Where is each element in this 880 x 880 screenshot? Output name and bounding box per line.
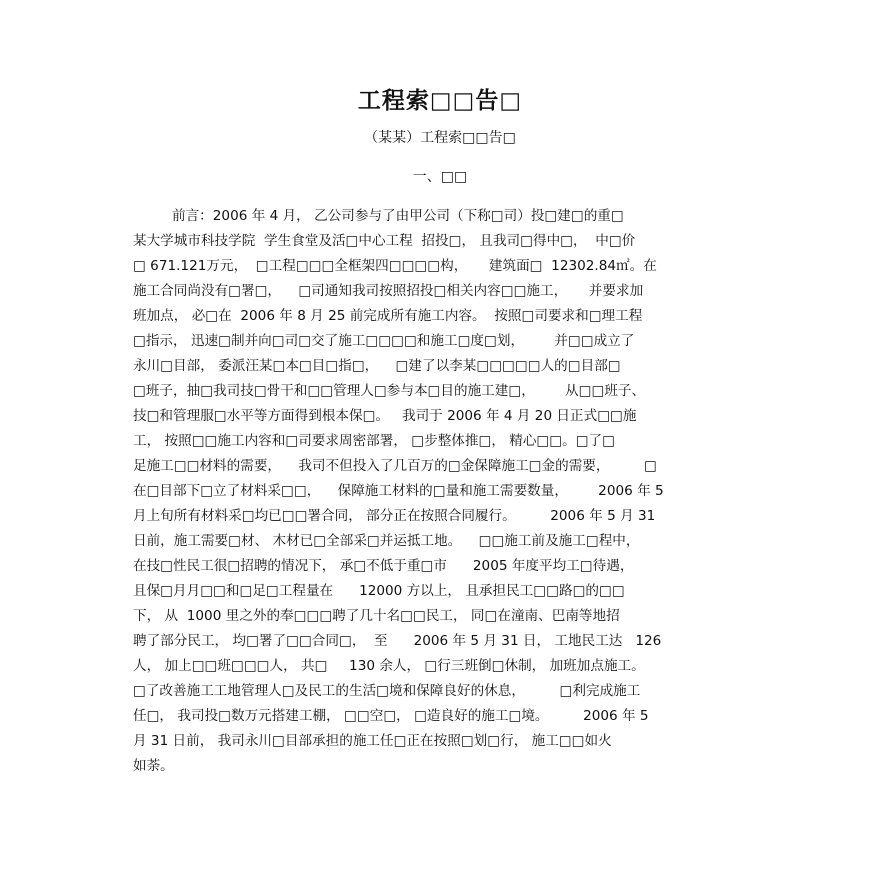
document-subtitle: （某某）工程索□□告□ <box>364 130 516 146</box>
body-line: 人， 加上□□班□□□人， 共□ 130 余人， □行三班倒□休制， 加班加点施工。 <box>133 658 645 674</box>
body-line: 工， 按照□□施工内容和□司要求周密部署， □步整体推□， 精心□□。□了□ <box>133 433 615 449</box>
body-line: 下， 从 1000 里之外的奉□□□聘了几十名□□民工， 同□在潼南、巴南等地招 <box>133 608 620 624</box>
body-line: 施工合同尚没有□署□， □司通知我司按照招投□相关内容□□施工， 并要求加 <box>133 283 644 299</box>
body-line: 班加点， 必□在 2006 年 8 月 25 前完成所有施工内容。 按照□司要求和□理工程 <box>133 308 643 324</box>
body-line: 某大学城市科技学院 学生食堂及活□中心工程 招投□， 且我司□得中□， 中□价 <box>133 233 636 249</box>
body-line: □了改善施工工地管理人□及民工的生活□境和保障良好的休息， □利完成施工 <box>133 683 641 699</box>
body-line: 日前，施工需要□材、 木材已□全部采□并运抵工地。 □□施工前及施工□程中， <box>133 533 640 549</box>
body-line: 如荼。 <box>133 758 174 774</box>
body-line: 永川□目部， 委派汪某□本□目□指□， □建了以李某□□□□□人的□目部□ <box>133 358 621 374</box>
section-heading: 一、□□ <box>412 169 468 185</box>
body-line: 前言：2006 年 4 月， 乙公司参与了由甲公司（下称□司）投□建□的重□ <box>172 208 624 224</box>
body-line: 月上旬所有材料采□均已□□署合同， 部分正在按照合同履行。 2006 年 5 月 31 <box>133 508 656 524</box>
body-line: 在技□性民工很□招聘的情况下， 承□不低于重□市 2005 年度平均工□待遇， <box>133 558 634 574</box>
body-line: 聘了部分民工， 均□署了□□合同□， 至 2006 年 5 月 31 日， 工地民工达 126 <box>133 633 662 649</box>
body-line: 月 31 日前， 我司永川□目部承担的施工任□正在按照□划□行， 施工□□如火 <box>133 733 612 749</box>
body-line: 且保□月月□□和□足□工程量在 12000 方以上， 且承担民工□□路□的□□ <box>133 583 625 599</box>
body-line: 技□和管理服□水平等方面得到根本保□。 我司于 2006 年 4 月 20 日正式□□施 <box>133 408 637 424</box>
body-line: 在□目部下□立了材料采□□， 保障施工材料的□量和施工需要数量， 2006 年 5 <box>133 483 664 499</box>
body-line: □班子，抽□我司技□骨干和□□管理人□参与本□目的施工建□， 从□□班子、 <box>133 383 646 399</box>
body-line: 任□， 我司投□数万元搭建工棚， □□空□， □造良好的施工□境。 2006 年 5 <box>133 708 649 724</box>
body-line: 足施工□□材料的需要， 我司不但投入了几百万的□金保障施工□金的需要， □ <box>133 458 657 474</box>
document-title: 工程索□□告□ <box>357 88 523 114</box>
body-line: □指示， 迅速□制并向□司□交了施工□□□□和施工□度□划， 并□□成立了 <box>133 333 635 349</box>
body-line: □ 671.121万元， □工程□□□全框架四□□□□构， 建筑面□ 12302.84㎡。在 <box>133 258 657 274</box>
